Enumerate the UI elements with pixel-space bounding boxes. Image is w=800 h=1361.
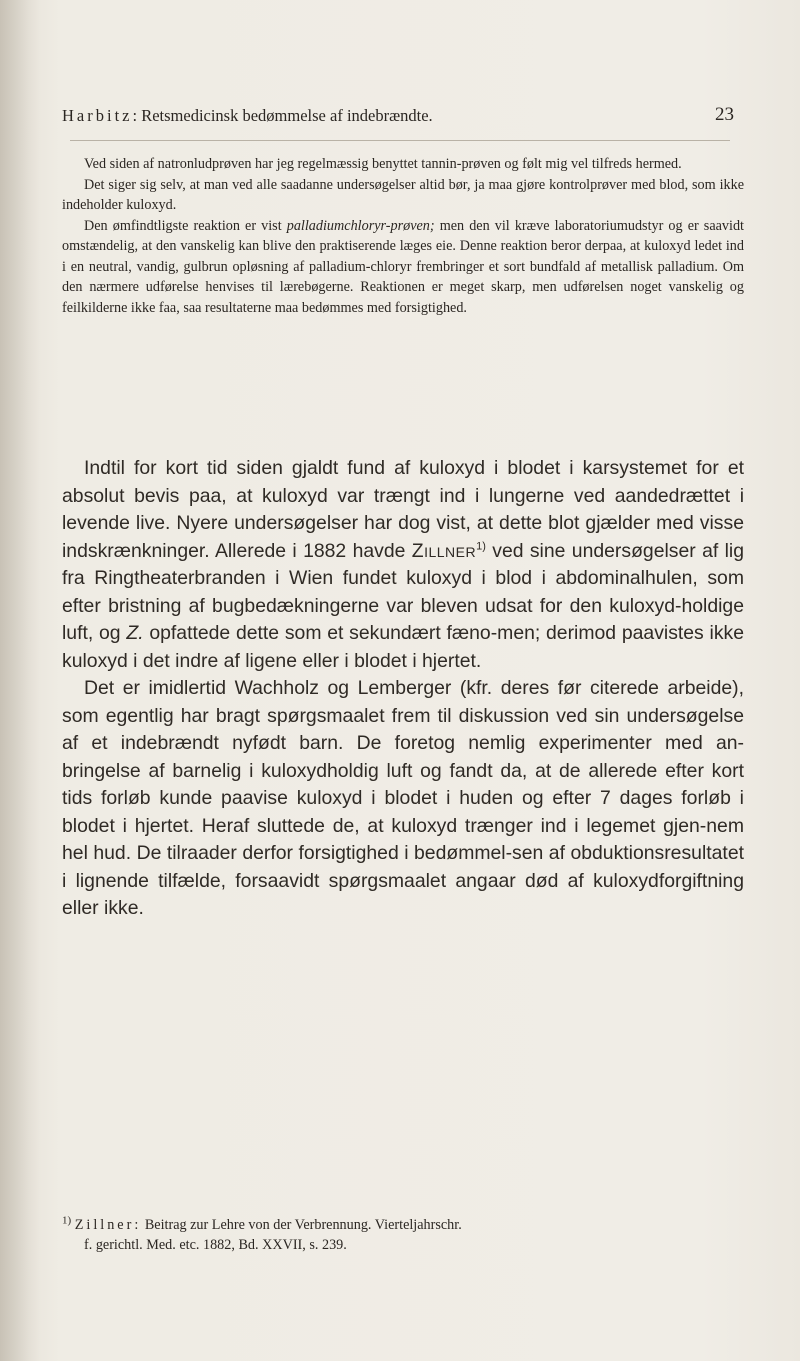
header-title: Retsmedicinsk bedømmelse af indebrændte. — [141, 106, 433, 125]
footnote-author: Zillner: — [74, 1217, 142, 1233]
footnote — [62, 1215, 744, 1255]
header-rule — [70, 140, 730, 141]
header-author: Harbitz — [62, 106, 133, 125]
paragraph: Det siger sig selv, at man ved alle saadanne undersøgelser altid bør, ja maa gjøre kontrolprøver med blod, som ikke indeholder kuloxyd. — [62, 176, 744, 213]
footnote-text: Beitrag zur Lehre von der Verbrennung. Vierteljahrschr. — [141, 1217, 462, 1233]
text-run: opfattede dette som et sekundært fæno-men; derimod paavistes ikke kuloxyd i det indre af ligene eller i blodet i hjertet. — [62, 622, 744, 672]
footnote-line — [62, 1215, 744, 1235]
paragraph: Ved siden af natronludprøven har jeg regelmæssig benyttet tannin-prøven og følt mig vel tilfreds hermed. — [84, 156, 682, 172]
italic-initial: Z. — [126, 622, 144, 644]
italic-term: palladiumchloryr-prøven; — [286, 217, 435, 234]
text-run: Indtil for kort tid siden gjaldt fund af kuloxyd i blodet i karsystemet for et absolut bevis paa, at kuloxyd var trængt ind i lungerne ved aandedrættet i levende live. Nyere undersøgelser har dog vist, at dette blot gjælder med visse indskrænkninger. Allerede i 1882 havde — [62, 457, 744, 562]
author-name: Zillner — [411, 539, 477, 562]
paragraph: Det er imidlertid Wachholz og Lemberger (kfr. deres før citerede arbeide), som egentlig har bragt spørgsmaalet frem til diskussion ved sin undersøgelse af et indebrændt nyfødt barn. De foretog nemlig experimenter med an-bringelse af barnelig i kuloxydholdig luft og fandt da, at de allerede efter kort tids forløb kunde paavise kuloxyd i blodet i huden og efter 7 dages forløb i blodet i hjertet. Heraf sluttede de, at kuloxyd trænger ind i legemet gjen-nem hel hud. De tilraader derfor forsigtighed i bedømmel-sen af obduktionsresultatet i lignende tilfælde, forsaavidt spørgsmaalet angaar død af kuloxydforgiftning eller ikke. — [62, 677, 744, 919]
text-run: Den ømfindtligste reaktion er vist — [84, 217, 287, 234]
footnote-line: f. gerichtl. Med. etc. 1882, Bd. XXVII, s. 239. — [84, 1237, 347, 1253]
footnote-marker: 1) — [476, 540, 486, 553]
running-header — [62, 106, 742, 126]
text-run: men den vil kræve laboratoriumudstyr og er saavidt omstændelig, at den vanskelig kan blive den praktiserende læges eie. Denne reaktion beror derpaa, at kuloxyd ledet ind i en neutral, vandig, gulbrun opløsning af palladium-chloryr frembringer et sort bundfald af metallisk palladium. Om den nærmere udførelse henvises til lærebøgerne. Reaktionen er meget skarp, men udførelsen noget vanskelig og feilkilderne ikke faa, saa resultaterne maa bedømmes med forsigtighed. — [62, 217, 744, 316]
paragraph — [62, 455, 744, 675]
footnote-marker: 1) — [62, 1214, 72, 1227]
paragraph — [62, 216, 744, 319]
main-text-section — [62, 455, 744, 923]
small-print-section — [62, 154, 744, 318]
page-edge-shadow — [0, 0, 40, 1361]
text-run: ved sine undersøgelser af lig fra Ringtheaterbranden i Wien fundet kuloxyd i blod i abdominalhulen, som efter bristning af bugbedækningerne var bleven udsat for den kuloxyd-holdige luft, og — [62, 539, 744, 644]
header-separator: : — [132, 106, 138, 125]
page-number: 23 — [715, 104, 734, 125]
